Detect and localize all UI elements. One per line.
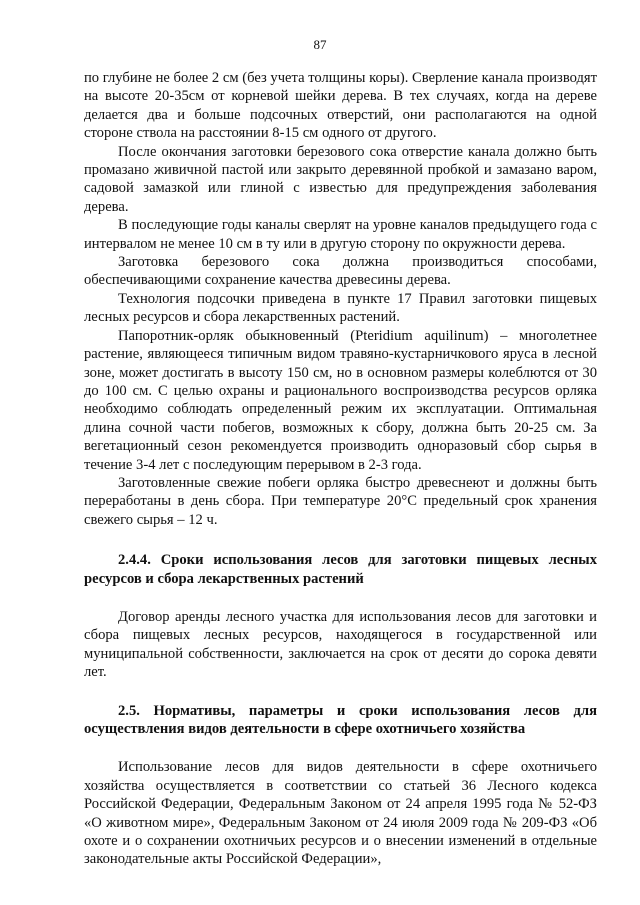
paragraph-sap-harvest-methods: Заготовка березового сока должна производиться способами, обеспечивающими сохранение качества древесины дерева. xyxy=(84,254,597,289)
paragraph-bracken-storage: Заготовленные свежие побеги орляка быстро древеснеют и должны быть переработаны в день сбора. При температуре 20°С предельный срок хранения свежего сырья – 12 ч. xyxy=(84,474,597,528)
paragraph-hunting-use: Использование лесов для видов деятельности в сфере охотничьего хозяйства осуществляется в соответствии со статьей 36 Лесного кодекса Российской Федерации, Федеральным Законом от 24 апреля 1995 года № 52-ФЗ «О животном мире», Федеральным Законом от 24 июля 2009 года № 209-ФЗ «Об охоте и о сохранении охотничьих ресурсов и о внесении изменений в отдельные законодательные акты Российской Федерации», xyxy=(84,759,597,868)
spacer xyxy=(84,738,597,758)
page-number: 87 xyxy=(313,37,327,52)
spacer xyxy=(84,682,597,702)
spacer xyxy=(84,588,597,608)
paragraph-tapping-technology: Технология подсочки приведена в пункте 17 Правил заготовки пищевых лесных ресурсов и сбора лекарственных растений. xyxy=(84,290,597,326)
paragraph-drilling-depth: по глубине не более 2 см (без учета толщины коры). Сверление канала производят на высоте 20-35см от корневой шейки дерева. В тех случаях, когда на дереве делается два и больше подсочных отверстий, они располагаются на одной стороне ствола на расстоянии 8-15 см одного от другого. xyxy=(84,70,597,142)
section-heading-2-4-4: 2.4.4. Сроки использования лесов для заготовки пищевых лесных ресурсов и сбора лекарственных растений xyxy=(84,552,597,587)
paragraph-bracken-fern: Папоротник-орляк обыкновенный (Pteridium aquilinum) – многолетнее растение, являющееся типичным видом травяно-кустарничкового яруса в лесной зоне, может достигать в высоту 150 см, но в основном размеры колеблются от 30 до 100 см. С целью охраны и рационального воспроизводства ресурсов орляка необходимо соблюдать определенный режим их эксплуатации. Оптимальная длина сочной части побегов, возможных к сбору, должна быть 20-25 см. За вегетационный сезон рекомендуется производить одноразовый сбор сырья в течение 3-4 лет с последующим перерывом в 2-3 года. xyxy=(84,327,597,473)
spacer xyxy=(84,529,597,551)
page-body xyxy=(84,69,597,869)
paragraph-sealing-hole: После окончания заготовки березового сока отверстие канала должно быть промазано живичной пастой или закрыто деревянной пробкой и замазано варом, садовой замазкой или глиной с известью для предупреждения заболевания дерева. xyxy=(84,143,597,215)
section-heading-2-5: 2.5. Нормативы, параметры и сроки использования лесов для осуществления видов деятельности в сфере охотничьего хозяйства xyxy=(84,702,597,737)
paragraph-lease-term: Договор аренды лесного участка для использования лесов для заготовки и сбора пищевых лесных ресурсов, находящегося в государственной или муниципальной собственности, заключается на срок от десяти до сорока девяти лет. xyxy=(84,608,597,681)
paragraph-subsequent-years: В последующие годы каналы сверлят на уровне каналов предыдущего года с интервалом не менее 10 см в ту или в другую сторону по окружности дерева. xyxy=(84,217,597,252)
